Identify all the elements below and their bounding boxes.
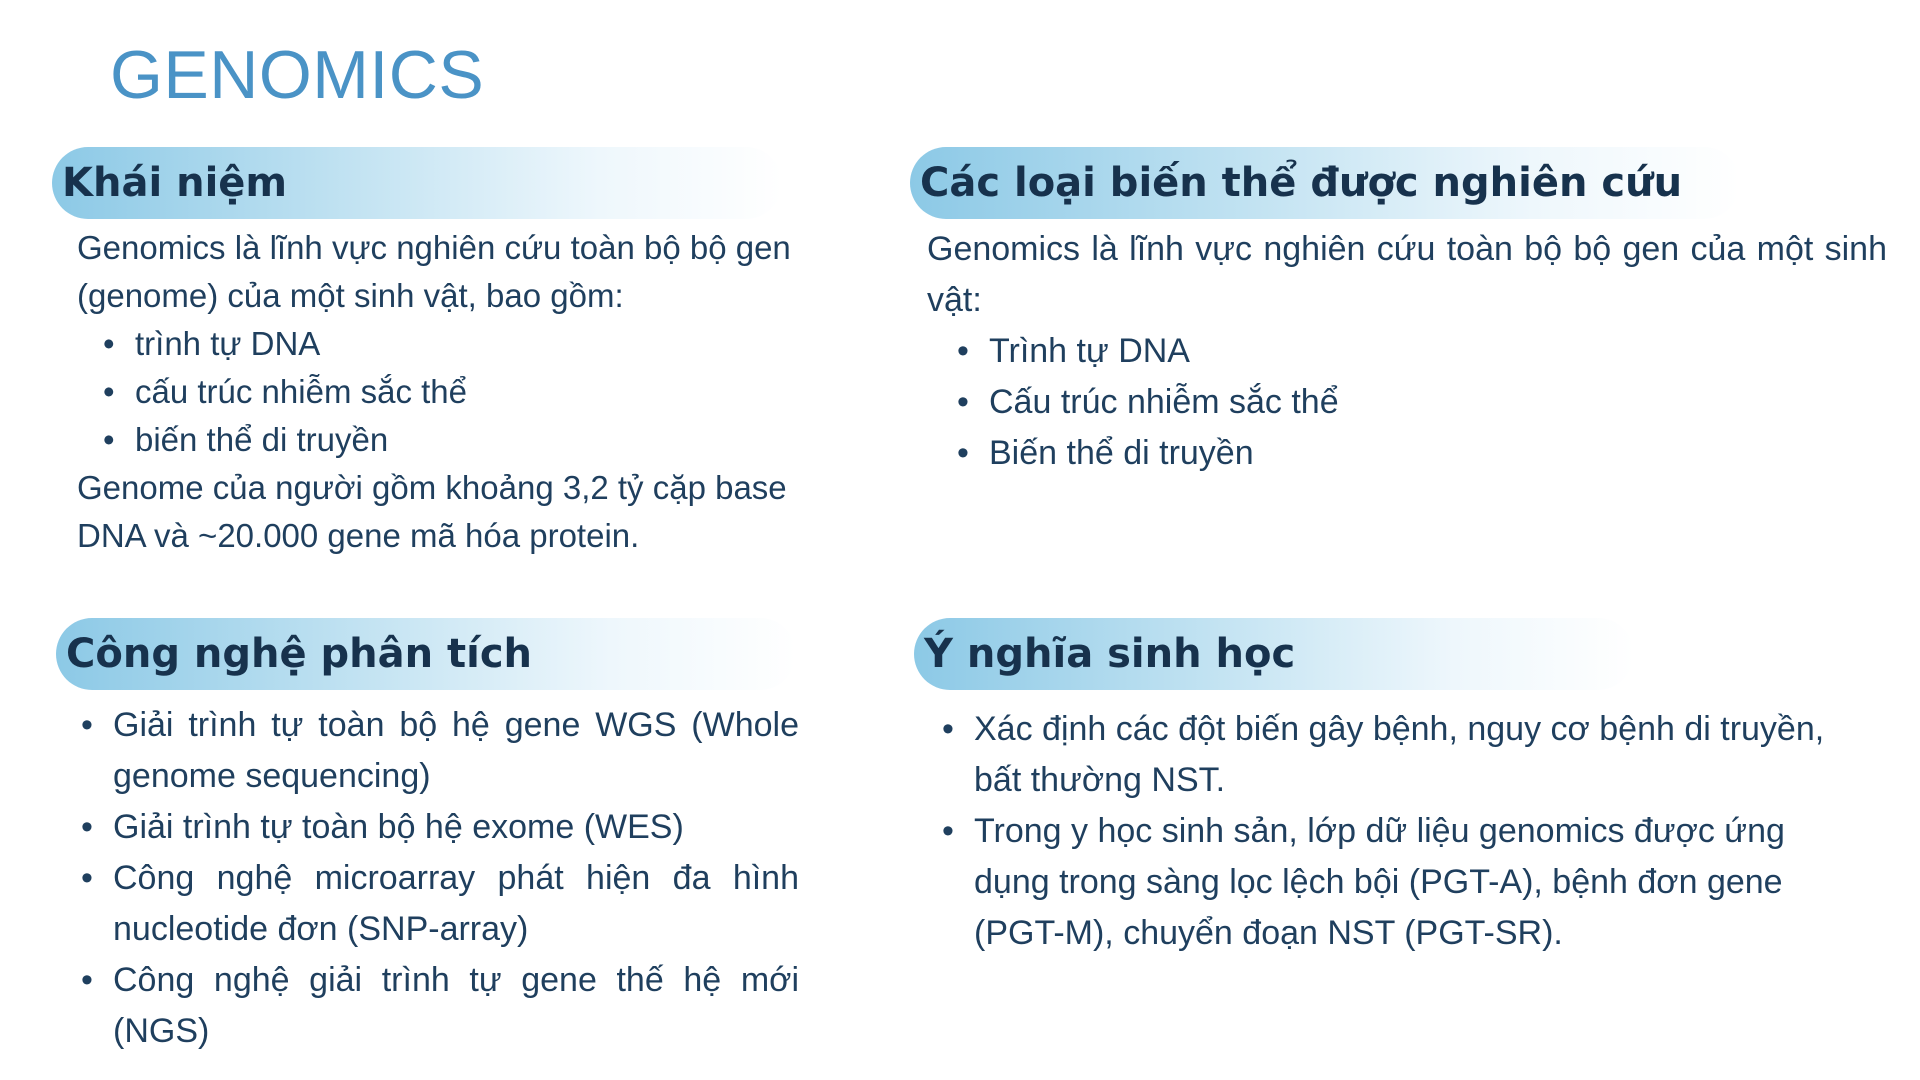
list-item: • Cấu trúc nhiễm sắc thể — [989, 377, 1887, 428]
list-item: • Giải trình tự toàn bộ hệ gene WGS (Whole genome sequencing) — [113, 700, 799, 802]
section-heading-label: Ý nghĩa sinh học — [924, 631, 1296, 677]
list-item: • biến thể di truyền — [135, 416, 847, 464]
section-body-significance — [940, 704, 1830, 959]
list-item: • Trong y học sinh sản, lớp dữ liệu genomics được ứng dụng trong sàng lọc lệch bội (PGT-A), bệnh đơn gene (PGT-M), chuyển đoạn NST (PGT-SR). — [974, 806, 1830, 959]
list-item: • trình tự DNA — [135, 320, 847, 368]
concept-list — [77, 320, 847, 464]
list-item: • cấu trúc nhiễm sắc thể — [135, 368, 847, 416]
variants-list — [927, 326, 1887, 479]
section-body-technology — [79, 700, 799, 1057]
section-heading-label: Công nghệ phân tích — [66, 631, 533, 677]
section-heading-significance — [914, 618, 1634, 690]
technology-list — [79, 700, 799, 1057]
section-heading-concept — [52, 147, 782, 219]
section-heading-label: Khái niệm — [62, 160, 288, 206]
concept-outro: Genome của người gồm khoảng 3,2 tỷ cặp base DNA và ~20.000 gene mã hóa protein. — [77, 469, 787, 554]
list-item: • Công nghệ giải trình tự gene thế hệ mới (NGS) — [113, 955, 799, 1057]
significance-list — [940, 704, 1830, 959]
section-body-variants — [927, 224, 1887, 479]
list-item: • Công nghệ microarray phát hiện đa hình nucleotide đơn (SNP-array) — [113, 853, 799, 955]
section-body-concept — [77, 224, 847, 560]
section-heading-variants — [910, 147, 1740, 219]
section-heading-technology — [56, 618, 796, 690]
section-heading-label: Các loại biến thể được nghiên cứu — [920, 160, 1683, 206]
slide-title: GENOMICS — [110, 37, 485, 113]
list-item: • Giải trình tự toàn bộ hệ exome (WES) — [113, 802, 799, 853]
list-item: • Trình tự DNA — [989, 326, 1887, 377]
list-item: • Biến thể di truyền — [989, 428, 1887, 479]
variants-intro: Genomics là lĩnh vực nghiên cứu toàn bộ bộ gen của một sinh vật: — [927, 230, 1887, 319]
concept-intro: Genomics là lĩnh vực nghiên cứu toàn bộ bộ gen (genome) của một sinh vật, bao gồm: — [77, 229, 791, 314]
list-item: • Xác định các đột biến gây bệnh, nguy cơ bệnh di truyền, bất thường NST. — [974, 704, 1830, 806]
